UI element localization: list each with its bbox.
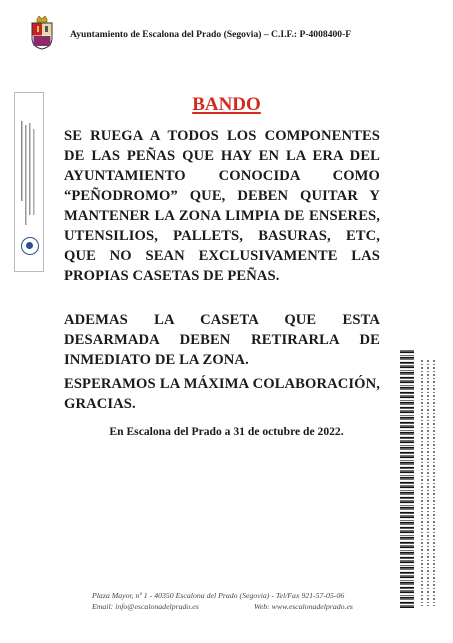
header-organization: Ayuntamiento de Escalona del Prado (Segovia) – C.I.F.: P-4008400-F [70, 29, 352, 40]
date-line: En Escalona del Prado a 31 de octubre de 2022. [109, 425, 344, 438]
footer-email: Email: info@escalonadelprado.es [92, 602, 199, 611]
footer-web: Web: www.escalonadelprado.es [254, 602, 353, 611]
notice-paragraph-3: ESPERAMOS LA MÁXIMA COLABORACIÓN, GRACIAS. [64, 376, 380, 412]
municipal-crest-icon [30, 16, 54, 50]
notice-paragraph-1: SE RUEGA A TODOS LOS COMPONENTES DE LAS PEÑAS QUE HAY EN LA ERA DEL AYUNTAMIENTO CONOCIDA COMO “PEÑODROMO” QUE, DEBEN QUITAR Y MANTENER LA ZONA LIMPIA DE ENSERES, UTENSILIOS, PALLETS, BASURAS, ETC, QUE NO SEAN EXCLUSIVAMENTE LAS PROPIAS CASETAS DE PEÑAS. [64, 128, 380, 284]
official-seal-icon [21, 237, 39, 255]
document-footer [92, 590, 353, 612]
notice-paragraph-2: ADEMAS LA CASETA QUE ESTA DESARMADA DEBEN RETIRARLA DE INMEDIATO DE LA ZONA. [64, 312, 380, 368]
signature-text-lines [19, 121, 39, 231]
footer-address: Plaza Mayor, nº 1 - 40350 Escalona del Prado (Segovia) - Tel/Fax 921-57-05-06 [92, 591, 345, 600]
verification-barcode [400, 350, 414, 608]
electronic-signature-stamp [14, 92, 44, 272]
document-header [30, 16, 430, 50]
document-title: BANDO [192, 94, 261, 115]
verification-text-lines [418, 360, 438, 606]
